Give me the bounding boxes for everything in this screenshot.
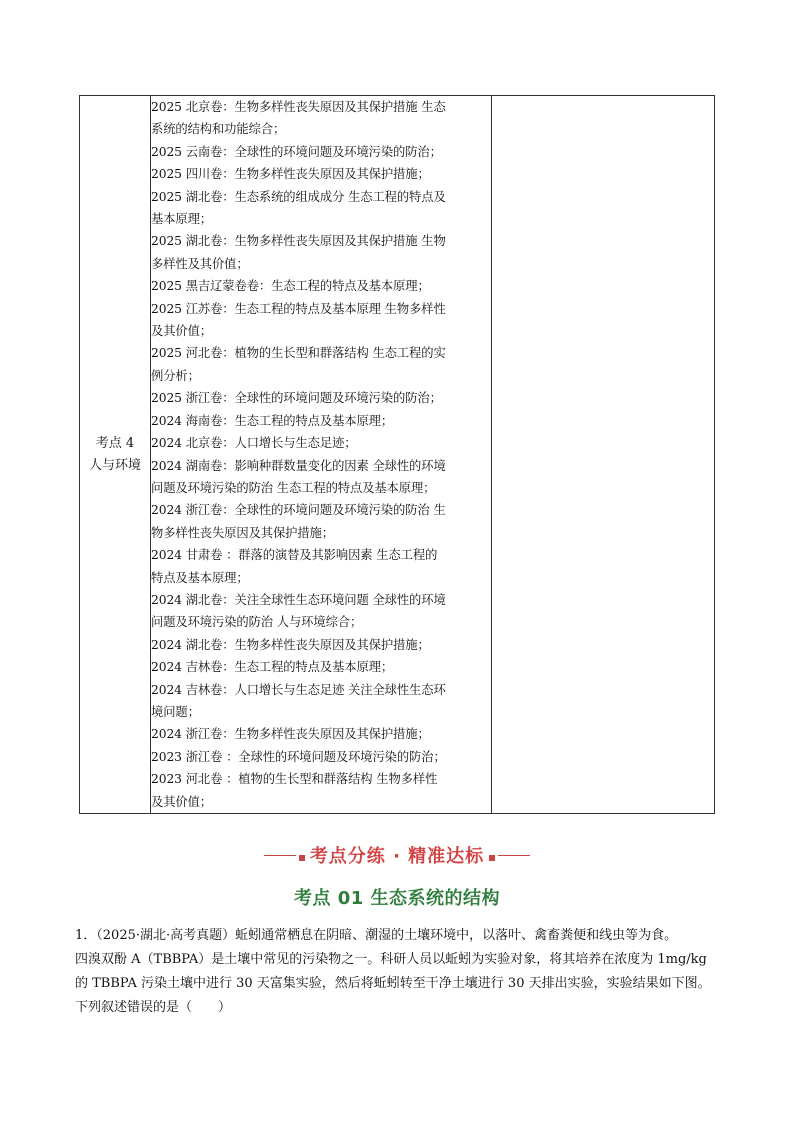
question-line: 1．（2025·湖北·高考真题）蚯蚓通常栖息在阴暗、潮湿的土壤环境中，以落叶、禽畜粪便和线虫等为食。 xyxy=(75,928,678,943)
exam-line: 2025 湖北卷：生态系统的组成成分 生态工程的特点及 xyxy=(151,189,446,204)
exam-line: 2024 甘肃卷 ：群落的演替及其影响因素 生态工程的 xyxy=(151,548,438,563)
topic-name: 人与环境 xyxy=(88,457,141,473)
exam-line: 2025 四川卷：生物多样性丧失原因及其保护措施； xyxy=(151,167,430,182)
topic-number: 考点 4 xyxy=(95,435,135,451)
topic-cell xyxy=(80,96,151,814)
exam-line: 2025 河北卷：植物的生长型和群落结构 生态工程的实 xyxy=(151,346,446,361)
exam-line: 问题及环境污染的防治 人与环境综合； xyxy=(151,615,363,630)
banner-square-icon xyxy=(299,855,305,861)
exam-line: 2024 浙江卷：全球性的环境问题及环境污染的防治 生 xyxy=(151,503,446,518)
exam-line: 2025 黑吉辽蒙卷卷：生态工程的特点及基本原理； xyxy=(151,279,430,294)
exam-line: 物多样性丧失原因及其保护措施； xyxy=(151,525,334,540)
banner-rule-left xyxy=(264,855,296,856)
exam-line: 2025 北京卷：生物多样性丧失原因及其保护措施 生态 xyxy=(151,100,446,114)
exam-line: 例分析； xyxy=(151,368,200,383)
banner-rule-right xyxy=(498,855,530,856)
exam-line: 2025 云南卷：全球性的环境问题及环境污染的防治； xyxy=(151,144,442,159)
exam-line: 2024 湖北卷：关注全球性生态环境问题 全球性的环境 xyxy=(151,592,446,607)
question-line: 四溴双酚 A（TBBPA）是土壤中常见的污染物之一。科研人员以蚯蚓为实验对象，将其培养在浓度为 1mg/kg xyxy=(75,952,707,967)
practice-banner xyxy=(0,842,794,868)
exam-line: 境问题； xyxy=(151,704,200,719)
exam-line: 2024 湖北卷：生物多样性丧失原因及其保护措施； xyxy=(151,637,430,652)
question-1 xyxy=(75,924,720,1020)
exam-line: 2023 河北卷 ：植物的生长型和群落结构 生物多样性 xyxy=(151,772,438,787)
exam-line: 基本原理； xyxy=(151,212,212,227)
exam-line: 2024 海南卷：生态工程的特点及基本原理； xyxy=(151,413,394,428)
exam-line: 问题及环境污染的防治 生态工程的特点及基本原理； xyxy=(151,480,436,495)
section-title: 考点 01 生态系统的结构 xyxy=(293,888,501,909)
exam-line: 2025 浙江卷：全球性的环境问题及环境污染的防治； xyxy=(151,391,442,406)
notes-cell xyxy=(492,96,715,814)
exam-line: 2024 浙江卷：生物多样性丧失原因及其保护措施； xyxy=(151,727,430,742)
exam-line: 2024 吉林卷：人口增长与生态足迹 关注全球性生态环 xyxy=(151,682,446,697)
question-line: 的 TBBPA 污染土壤中进行 30 天富集实验，然后将蚯蚓转至干净土壤进行 30 天排出实验，实验结果如下图。 xyxy=(75,976,711,991)
exam-line: 及其价值； xyxy=(151,794,212,809)
banner-title: 考点分练 · 精准达标 xyxy=(309,846,485,867)
exam-line: 2023 浙江卷 ：全球性的环境问题及环境污染的防治； xyxy=(151,749,446,764)
exam-line: 多样性及其价值； xyxy=(151,256,249,271)
exam-line: 2025 湖北卷：生物多样性丧失原因及其保护措施 生物 xyxy=(151,234,446,249)
question-line: 下列叙述错误的是（ ） xyxy=(75,1000,232,1015)
exam-line: 2024 吉林卷：生态工程的特点及基本原理； xyxy=(151,660,394,675)
exam-line: 2025 江苏卷：生态工程的特点及基本原理 生物多样性 xyxy=(151,301,446,316)
exam-line: 2024 北京卷：人口增长与生态足迹； xyxy=(151,436,357,451)
exam-line: 2024 湖南卷：影响种群数量变化的因素 全球性的环境 xyxy=(151,458,446,473)
exam-topic-table xyxy=(79,95,715,814)
exam-list-cell xyxy=(151,96,492,814)
exam-line: 及其价值； xyxy=(151,324,212,339)
exam-line: 特点及基本原理； xyxy=(151,570,249,585)
banner-square-icon xyxy=(489,855,495,861)
exam-line: 系统的结构和功能综合； xyxy=(151,122,286,137)
table-row xyxy=(80,96,715,814)
